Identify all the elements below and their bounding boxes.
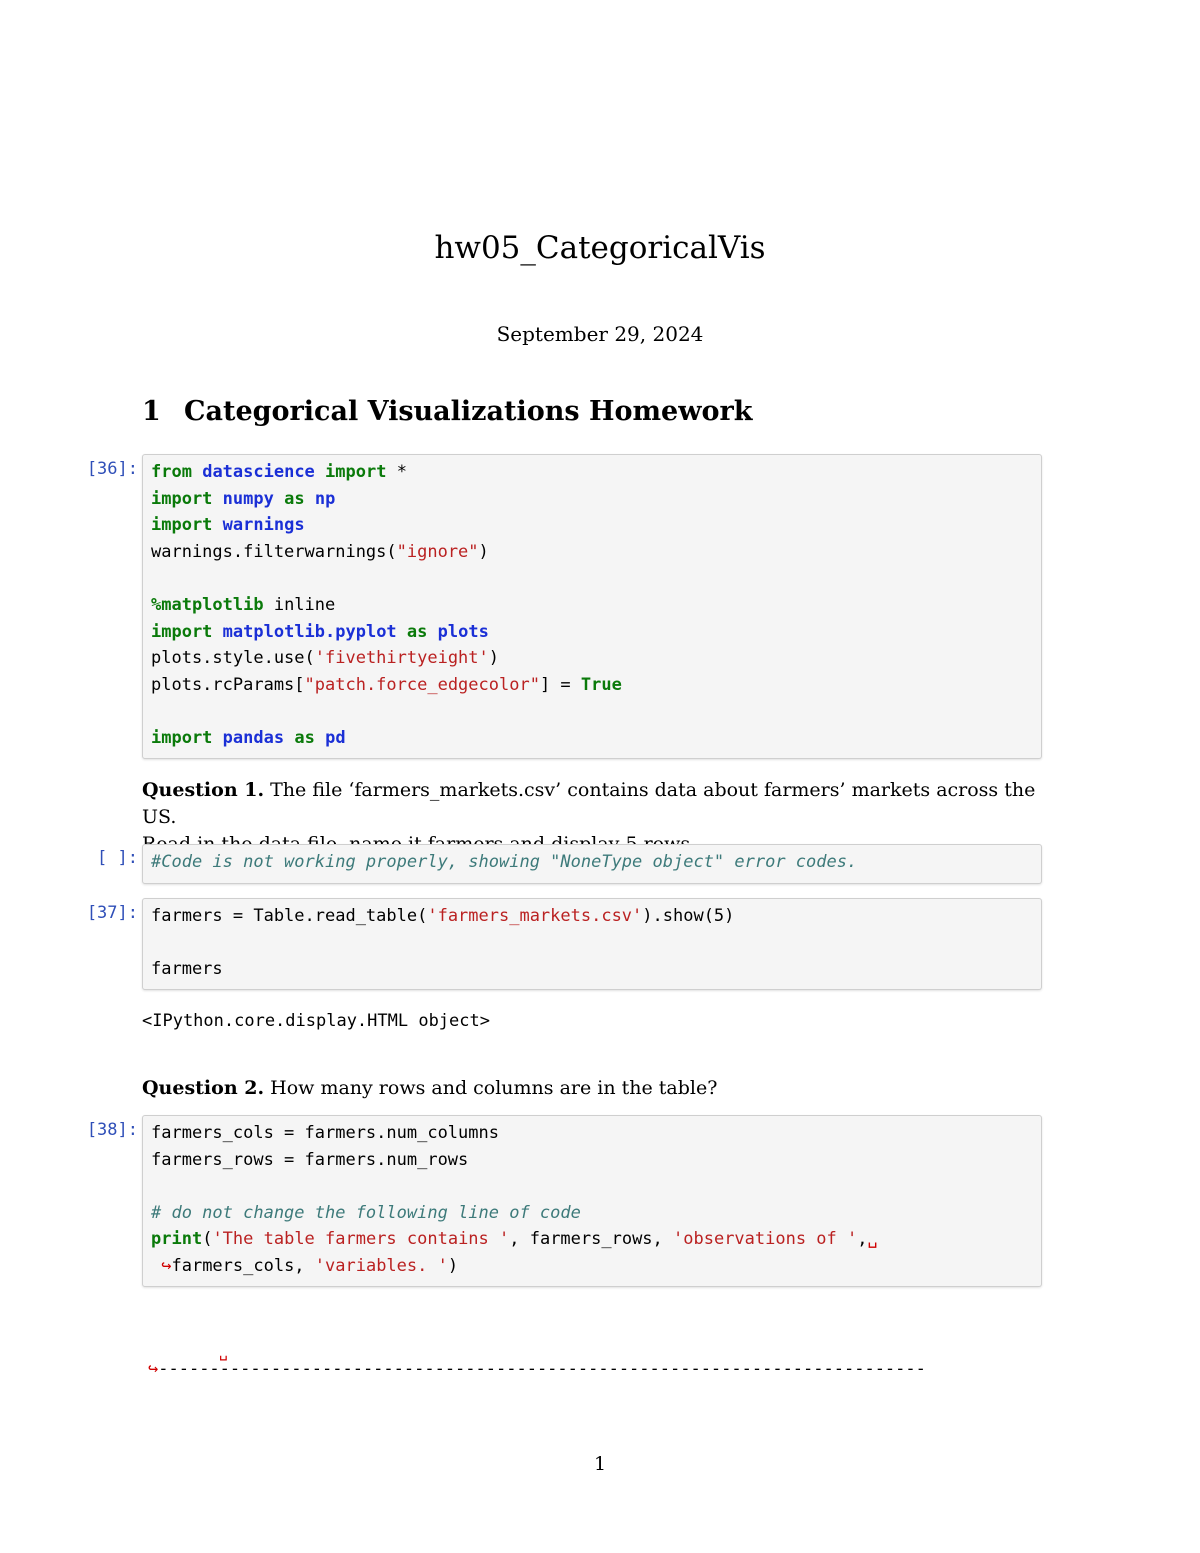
- code-token: import: [151, 621, 213, 642]
- cell-prompt-36: [36]:: [86, 459, 138, 479]
- code-token: plots.rcParams[: [151, 674, 305, 695]
- question-1-label: Question 1.: [142, 779, 265, 801]
- code-token: [212, 489, 222, 509]
- code-token: inline: [263, 594, 336, 615]
- code-line: [151, 539, 1033, 566]
- code-token: 'farmers_markets.csv': [427, 906, 643, 926]
- code-token: [192, 462, 202, 482]
- code-token: as: [284, 488, 305, 509]
- code-line: [151, 1120, 1033, 1147]
- question-1-text-line1: The file ‘farmers_markets.csv’ contains data about farmers’ markets across the US.: [142, 779, 1036, 828]
- cell-prompt-blank: [ ]:: [97, 848, 138, 868]
- code-token: import: [325, 462, 387, 482]
- continuation-arrow: ↪: [148, 1359, 159, 1379]
- code-line: [151, 849, 1033, 876]
- code-token: as: [406, 621, 428, 642]
- code-token: import: [151, 515, 213, 536]
- code-line: [151, 1147, 1033, 1174]
- code-token: farmers = Table.read_table(: [151, 906, 428, 926]
- code-token: pandas: [222, 727, 285, 748]
- code-token: 'variables. ': [314, 1255, 448, 1276]
- code-token: 'fivethirtyeight': [314, 648, 489, 669]
- section-heading: [142, 396, 752, 427]
- code-token: ).show(5): [642, 906, 735, 926]
- section-title: Categorical Visualizations Homework: [184, 396, 753, 427]
- code-token: ): [478, 541, 489, 562]
- code-token: import: [151, 488, 213, 509]
- code-token: ): [447, 1255, 459, 1276]
- question-2-label: Question 2.: [142, 1077, 265, 1099]
- code-token: [315, 462, 325, 482]
- question-2-text: How many rows and columns are in the table?: [264, 1077, 718, 1099]
- code-token: as: [294, 727, 315, 748]
- code-token: [212, 515, 222, 535]
- document-date: September 29, 2024: [496, 322, 704, 346]
- code-token: farmers: [151, 959, 223, 980]
- code-line: [151, 619, 1033, 646]
- code-line: [151, 1226, 1033, 1253]
- dash-separator: ---------------------------------------------------------------------------: [158, 1359, 926, 1379]
- code-line: [151, 672, 1033, 699]
- code-token: # do not change the following line of code: [151, 1202, 581, 1223]
- code-token: ↪: [151, 1255, 172, 1276]
- code-token: *: [386, 462, 407, 482]
- code-token: True: [580, 674, 622, 695]
- code-token: print: [151, 1229, 203, 1250]
- document-title: hw05_CategoricalVis: [434, 230, 766, 266]
- code-line: [151, 459, 1033, 486]
- code-token: import: [151, 727, 213, 748]
- code-token: plots: [437, 621, 489, 642]
- code-token: warnings.filterwarnings(: [151, 541, 397, 562]
- code-token: 'The table farmers contains ': [212, 1229, 510, 1250]
- code-line: [151, 698, 1033, 725]
- code-token: farmers_rows = farmers.num_rows: [151, 1149, 469, 1170]
- code-token: numpy: [222, 488, 274, 509]
- cell-prompt-37: [37]:: [86, 903, 138, 923]
- code-token: (: [202, 1229, 213, 1250]
- code-token: [427, 622, 437, 642]
- code-token: datascience: [202, 462, 315, 482]
- code-token: 'observations of ': [673, 1229, 858, 1250]
- error-separator: [148, 1359, 926, 1379]
- code-token: [212, 622, 222, 642]
- code-line: [151, 956, 1033, 983]
- code-token: matplotlib.pyplot: [222, 621, 397, 642]
- code-token: ,: [857, 1229, 868, 1250]
- code-token: [212, 728, 222, 748]
- code-cell-36[interactable]: [142, 454, 1042, 759]
- code-token: [315, 728, 325, 748]
- code-token: ] =: [539, 674, 581, 695]
- code-token: #Code is not working properly, showing "NoneType object" error codes.: [151, 852, 858, 872]
- code-line: [151, 1253, 1033, 1280]
- code-token: from: [151, 462, 192, 482]
- cell-prompt-38: [38]:: [86, 1120, 138, 1140]
- code-token: [397, 622, 407, 642]
- code-line: [151, 645, 1033, 672]
- code-token: np: [314, 488, 336, 509]
- code-cell-38[interactable]: [142, 1115, 1042, 1287]
- code-line: [151, 903, 1033, 930]
- code-line: [151, 725, 1033, 752]
- code-token: farmers_cols,: [171, 1255, 315, 1276]
- code-token: %matplotlib: [151, 594, 264, 615]
- code-token: farmers_cols = farmers.num_columns: [151, 1123, 499, 1143]
- code-token: "patch.force_edgecolor": [304, 674, 540, 695]
- section-number: 1: [142, 396, 161, 427]
- cell-output-37: <IPython.core.display.HTML object>: [142, 1011, 490, 1031]
- question-2: [142, 1075, 1072, 1102]
- code-token: [284, 728, 294, 748]
- code-line: [151, 930, 1033, 957]
- code-cell-blank[interactable]: [142, 844, 1042, 884]
- code-token: , farmers_rows,: [509, 1229, 674, 1250]
- code-token: pd: [325, 727, 346, 748]
- code-token: ): [488, 648, 500, 669]
- code-line: [151, 1200, 1033, 1227]
- code-line: [151, 592, 1033, 619]
- code-line: [151, 486, 1033, 513]
- line-continuation-mark: ␣: [219, 1343, 229, 1361]
- code-token: warnings: [222, 515, 305, 536]
- code-token: plots.style.use(: [151, 648, 315, 669]
- code-token: ␣: [867, 1229, 878, 1250]
- code-token: [305, 489, 315, 509]
- code-line: [151, 512, 1033, 539]
- code-line: [151, 565, 1033, 592]
- page-number: 1: [593, 1453, 607, 1475]
- code-token: [274, 489, 284, 509]
- code-token: "ignore": [396, 541, 479, 562]
- code-cell-37[interactable]: [142, 898, 1042, 990]
- code-line: [151, 1173, 1033, 1200]
